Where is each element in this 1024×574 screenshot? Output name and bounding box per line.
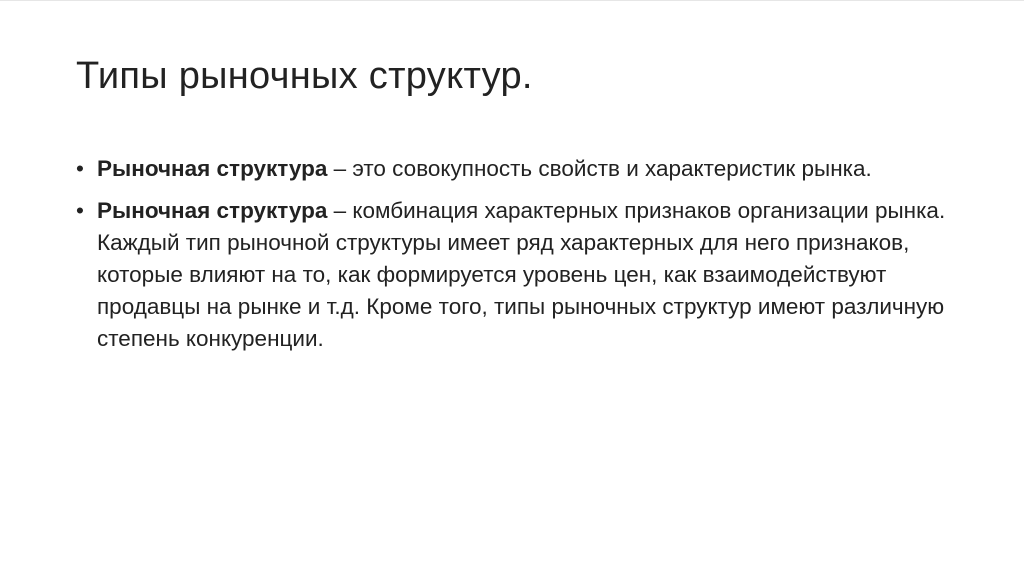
bullet-term: Рыночная структура xyxy=(97,156,328,181)
bullet-marker-icon: • xyxy=(76,156,84,181)
bullet-text: – комбинация характерных признаков организации рынка. Каждый тип рыночной структуры имеет ряд характерных для него признаков, которые влияют на то, как формируется уровень цен, как взаимодействуют продавцы на рынке и т.д. Кроме того, типы рыночных структур имеют различную степень конкуренции. xyxy=(97,198,946,351)
bullet-term: Рыночная структура xyxy=(97,198,328,223)
bullet-item-combination xyxy=(76,195,956,355)
bullet-text: – это совокупность свойств и характеристик рынка. xyxy=(327,156,872,181)
bullet-list xyxy=(76,153,956,365)
bullet-item-definition xyxy=(76,153,956,185)
slide-title: Типы рыночных структур. xyxy=(76,55,533,97)
bullet-marker-icon: • xyxy=(76,198,84,223)
